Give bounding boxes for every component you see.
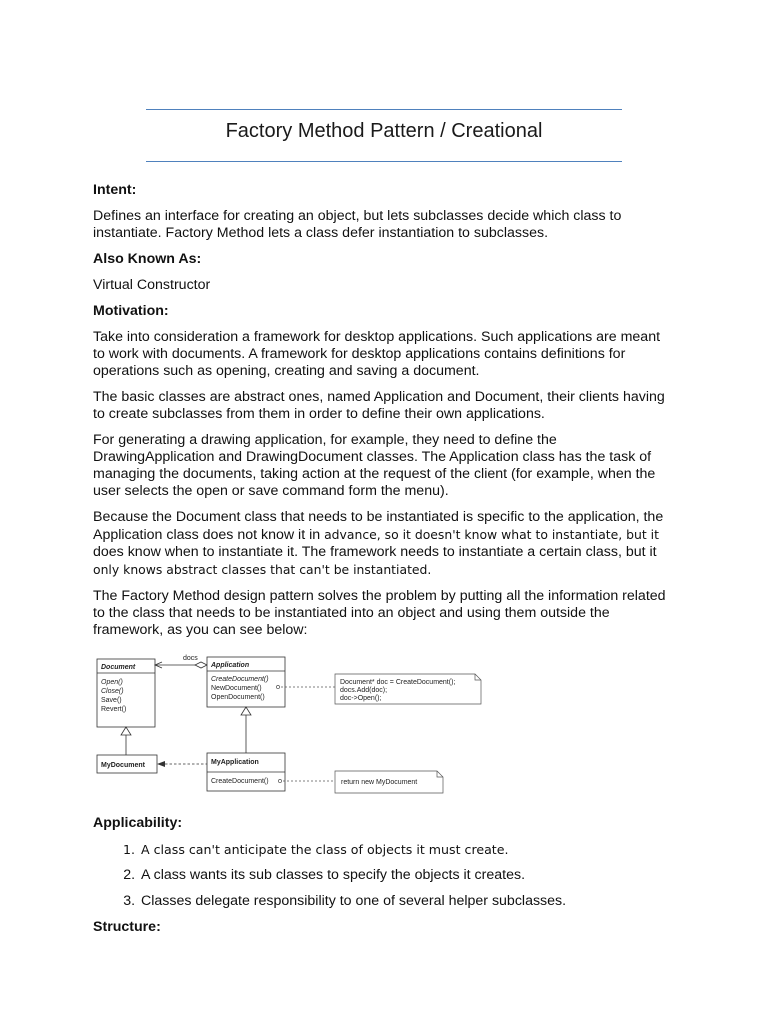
motivation-p4-part-b: advance, so it doesn't know what to instantiate, but it bbox=[324, 527, 659, 542]
application-op-new: NewDocument() bbox=[211, 685, 262, 692]
myapplication-class-name: MyApplication bbox=[211, 759, 259, 766]
motivation-paragraph-4 bbox=[93, 509, 673, 579]
document-op-close: Close() bbox=[101, 688, 124, 695]
application-op-open: OpenDocument() bbox=[211, 694, 265, 701]
motivation-heading: Motivation: bbox=[93, 303, 169, 319]
mydocument-class-name: MyDocument bbox=[101, 762, 145, 769]
aka-heading: Also Known As: bbox=[93, 251, 202, 267]
note1-line-1: Document* doc = CreateDocument(); bbox=[340, 679, 456, 686]
applicability-list bbox=[93, 841, 673, 910]
association-label-docs: docs bbox=[183, 655, 198, 662]
motivation-p4-part-c: does know when to instantiate it. The framework needs to instantiate a certain class, but it bbox=[93, 544, 657, 560]
structure-heading: Structure: bbox=[93, 919, 161, 935]
motivation-p4-part-a: Because the Document class that needs to be instantiated is specific to the application, the Application class does not know it in bbox=[93, 509, 664, 543]
aka-text: Virtual Constructor bbox=[93, 277, 211, 293]
motivation-paragraph-2: The basic classes are abstract ones, named Application and Document, their clients having to create subclasses from them in order to define their own applications. bbox=[93, 389, 665, 422]
document-body bbox=[93, 182, 673, 945]
myapplication-op-create: CreateDocument() bbox=[211, 778, 269, 785]
applicability-item: 3. Classes delegate responsibility to one of several helper subclasses. bbox=[139, 893, 673, 910]
motivation-paragraph-1: Take into consideration a framework for desktop applications. Such applications are meant to work with documents. A framework for desktop applications contains definitions for operations such as opening, creating and saving a document. bbox=[93, 329, 661, 379]
motivation-p4-part-d: only knows abstract classes that can't be instantiated. bbox=[93, 562, 432, 577]
factory-method-class-diagram bbox=[95, 651, 495, 801]
note1-line-3: doc->Open(); bbox=[340, 695, 382, 702]
applicability-item: 2. A class wants its sub classes to specify the objects it creates. bbox=[139, 867, 673, 884]
title-rule-bottom bbox=[146, 161, 622, 162]
application-op-create: CreateDocument() bbox=[211, 676, 269, 683]
note2-line: return new MyDocument bbox=[341, 779, 418, 786]
applicability-item: 1. A class can't anticipate the class of objects it must create. bbox=[139, 841, 673, 858]
application-class-name: Application bbox=[211, 662, 250, 669]
intent-heading: Intent: bbox=[93, 182, 137, 198]
intent-text: Defines an interface for creating an object, but lets subclasses decide which class to instantiate. Factory Method lets a class defer instantiation to subclasses. bbox=[93, 208, 622, 241]
applicability-heading: Applicability: bbox=[93, 815, 183, 831]
document-class-name: Document bbox=[101, 664, 136, 671]
note1-line-2: docs.Add(doc); bbox=[340, 687, 388, 694]
document-op-open: Open() bbox=[101, 679, 123, 686]
title-rule-top bbox=[146, 109, 622, 110]
motivation-paragraph-3: For generating a drawing application, for example, they need to define the DrawingApplication and DrawingDocument classes. The Application class has the task of managing the documents, taking action at the request of the client (for example, when the user selects the open or save command form the menu). bbox=[93, 432, 656, 499]
document-op-save: Save() bbox=[101, 697, 122, 704]
page-title: Factory Method Pattern / Creational bbox=[225, 120, 543, 142]
motivation-paragraph-5: The Factory Method design pattern solves the problem by putting all the information related to the class that needs to be instantiated into an object and using them outside the framework, as you can see below: bbox=[93, 588, 666, 638]
document-op-revert: Revert() bbox=[101, 706, 127, 713]
